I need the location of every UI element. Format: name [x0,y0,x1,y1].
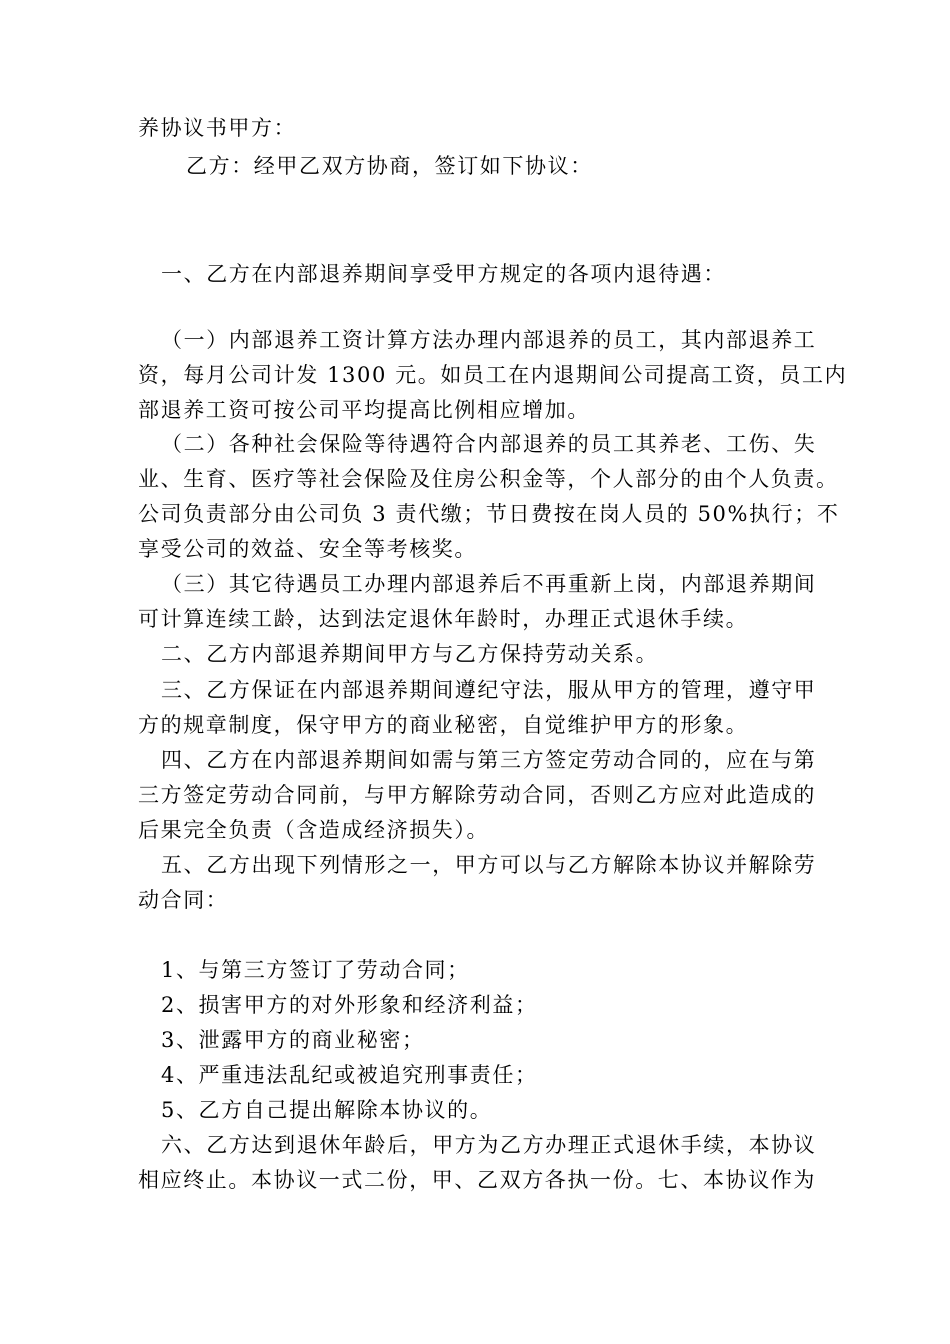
text-line-clause-1-title: 一、乙方在内部退养期间享受甲方规定的各项内退待遇： [161,262,726,286]
text-line-clause-3: 三、乙方保证在内部退养期间遵纪守法，服从甲方的管理，遵守甲 [161,678,817,702]
text-line-clause-3: 方的规章制度，保守甲方的商业秘密，自觉维护甲方的形象。 [138,713,749,737]
text-line-clause-1-1: （一）内部退养工资计算方法办理内部退养的员工，其内部退养工 [161,328,817,352]
text-line-clause-1-2: 享受公司的效益、安全等考核奖。 [138,537,477,561]
text-line-item-5: 5、乙方自己提出解除本协议的。 [161,1098,493,1122]
text-line-clause-1-2: 公司负责部分由公司负 3 责代缴；节日费按在岗人员的 50%执行；不 [138,502,840,526]
text-line-clause-4: 三方签定劳动合同前，与甲方解除劳动合同，否则乙方应对此造成的 [138,783,816,807]
text-line-clause-6: 相应终止。本协议一式二份，甲、乙双方各执一份。七、本协议作为 [138,1168,816,1192]
text-line-item-4: 4、严重违法乱纪或被追究刑事责任； [161,1063,538,1087]
text-line-clause-6: 六、乙方达到退休年龄后，甲方为乙方办理正式退休手续，本协议 [161,1133,817,1157]
text-line-clause-5: 动合同： [138,888,229,912]
text-line-item-3: 3、泄露甲方的商业秘密； [161,1028,425,1052]
text-line-parties: 乙方：经甲乙双方协商，签订如下协议： [186,154,593,178]
text-line-clause-2: 二、乙方内部退养期间甲方与乙方保持劳动关系。 [161,642,659,666]
text-line-clause-4: 四、乙方在内部退养期间如需与第三方签定劳动合同的，应在与第 [161,748,817,772]
text-line-item-2: 2、损害甲方的对外形象和经济利益； [161,993,538,1017]
text-line-item-1: 1、与第三方签订了劳动合同； [161,958,470,982]
text-line-clause-1-2: （二）各种社会保险等待遇符合内部退养的员工其养老、工伤、失 [161,432,817,456]
text-line-clause-1-3: （三）其它待遇员工办理内部退养后不再重新上岗，内部退养期间 [161,572,817,596]
text-line-clause-1-3: 可计算连续工龄，达到法定退休年龄时，办理正式退休手续。 [138,607,749,631]
text-line-clause-1-1: 资，每月公司计发 1300 元。如员工在内退期间公司提高工资，员工内 [138,363,848,387]
text-line-clause-1-1: 部退养工资可按公司平均提高比例相应增加。 [138,398,590,422]
text-line-clause-4: 后果完全负责（含造成经济损失）。 [138,818,490,842]
text-line-clause-1-2: 业、生育、医疗等社会保险及住房公积金等，个人部分的由个人负责。 [138,467,839,491]
text-line-header: 养协议书甲方： [138,116,297,140]
text-line-clause-5: 五、乙方出现下列情形之一，甲方可以与乙方解除本协议并解除劳 [161,853,817,877]
